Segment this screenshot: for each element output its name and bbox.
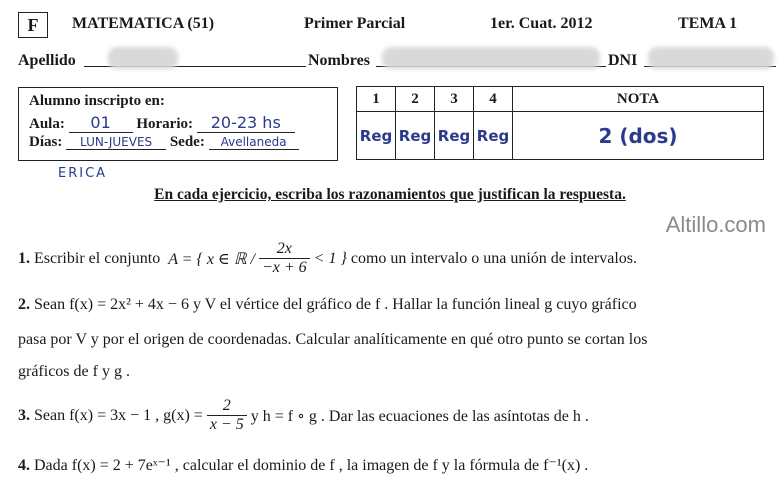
exam-name: Primer Parcial bbox=[304, 15, 406, 32]
sede-value[interactable]: Avellaneda bbox=[209, 135, 299, 150]
horario-value[interactable]: 20-23 hs bbox=[197, 113, 295, 133]
grade-mark-3[interactable]: Reg bbox=[435, 112, 474, 160]
subject-title: MATEMATICA (51) bbox=[72, 15, 215, 32]
aula-horario-row bbox=[29, 113, 295, 133]
grade-nota-value[interactable]: 2 (dos) bbox=[513, 112, 764, 160]
grade-header-1: 1 bbox=[357, 87, 396, 112]
set-start: A = { x ∈ ℝ / bbox=[168, 250, 255, 268]
exam-term: 1er. Cuat. 2012 bbox=[490, 15, 593, 32]
set-fraction-numerator: 2x bbox=[259, 240, 310, 259]
grade-header-3: 3 bbox=[435, 87, 474, 112]
grade-mark-4[interactable]: Reg bbox=[474, 112, 513, 160]
dias-sede-row bbox=[29, 134, 299, 151]
aula-label: Aula: bbox=[29, 116, 65, 132]
grade-header-nota: NOTA bbox=[513, 87, 764, 112]
set-fraction bbox=[259, 240, 310, 277]
grade-mark-1[interactable]: Reg bbox=[357, 112, 396, 160]
exercise-2-line-1: Sean f(x) = 2x² + 4x − 6 y V el vértice del gráfico de f . Hallar la función lineal g cuyo gráfico bbox=[34, 296, 637, 313]
grade-mark-2[interactable]: Reg bbox=[396, 112, 435, 160]
grade-header-2: 2 bbox=[396, 87, 435, 112]
grade-table bbox=[356, 86, 764, 160]
watermark: Altillo.com bbox=[665, 212, 766, 237]
sede-label: Sede: bbox=[169, 134, 205, 150]
exercise-2-number: 2. bbox=[18, 296, 30, 313]
enrollment-box bbox=[18, 87, 338, 161]
nombres-label: Nombres bbox=[308, 52, 370, 69]
exercise-4-text: Dada f(x) = 2 + 7eˣ⁻¹ , calcular el dominio de f , la imagen de f y la fórmula de f⁻¹(x) . bbox=[34, 457, 589, 474]
exercise-1 bbox=[18, 240, 637, 277]
g-fraction bbox=[207, 397, 247, 434]
exercise-3-post: y h = f ∘ g . Dar las ecuaciones de las asíntotas de h . bbox=[250, 407, 589, 425]
instruction-text: En cada ejercicio, escriba los razonamientos que justifican la respuesta. bbox=[154, 186, 626, 203]
handwritten-name: ERICA bbox=[58, 166, 108, 181]
exercise-2 bbox=[18, 296, 637, 314]
exercise-3-pre: Sean f(x) = 3x − 1 , g(x) = bbox=[34, 406, 203, 424]
exercise-4 bbox=[18, 455, 588, 475]
exercise-1-pre: Escribir el conjunto bbox=[34, 249, 161, 267]
set-fraction-denominator: −x + 6 bbox=[261, 259, 307, 276]
apellido-label: Apellido bbox=[18, 52, 76, 69]
exercise-2-line-3: gráficos de f y g . bbox=[18, 363, 130, 380]
aula-value[interactable]: 01 bbox=[69, 113, 133, 133]
redacted-apellido bbox=[108, 47, 178, 69]
exercise-3 bbox=[18, 397, 589, 434]
exercise-1-number: 1. bbox=[18, 249, 30, 267]
exercise-4-number: 4. bbox=[18, 457, 30, 474]
horario-label: Horario: bbox=[136, 116, 193, 132]
exercise-2-line-2: pasa por V y por el origen de coordenadas. Calcular analíticamente en qué otro punto se cortan los bbox=[18, 331, 648, 348]
dni-label: DNI bbox=[608, 52, 638, 69]
set-end: < 1 } bbox=[313, 249, 347, 267]
dias-value[interactable]: LUN-JUEVES bbox=[66, 135, 166, 150]
tema-letter-box: F bbox=[18, 12, 48, 38]
redacted-nombres bbox=[382, 47, 600, 69]
g-fraction-denominator: x − 5 bbox=[209, 416, 244, 433]
exercise-1-post: como un intervalo o una unión de intervalos. bbox=[350, 249, 637, 267]
g-fraction-numerator: 2 bbox=[207, 397, 247, 416]
grade-header-4: 4 bbox=[474, 87, 513, 112]
dias-label: Días: bbox=[29, 134, 63, 150]
enrollment-title: Alumno inscripto en: bbox=[29, 93, 165, 109]
redacted-dni bbox=[648, 47, 774, 69]
tema-label: TEMA 1 bbox=[678, 15, 738, 32]
exercise-3-number: 3. bbox=[18, 406, 30, 424]
